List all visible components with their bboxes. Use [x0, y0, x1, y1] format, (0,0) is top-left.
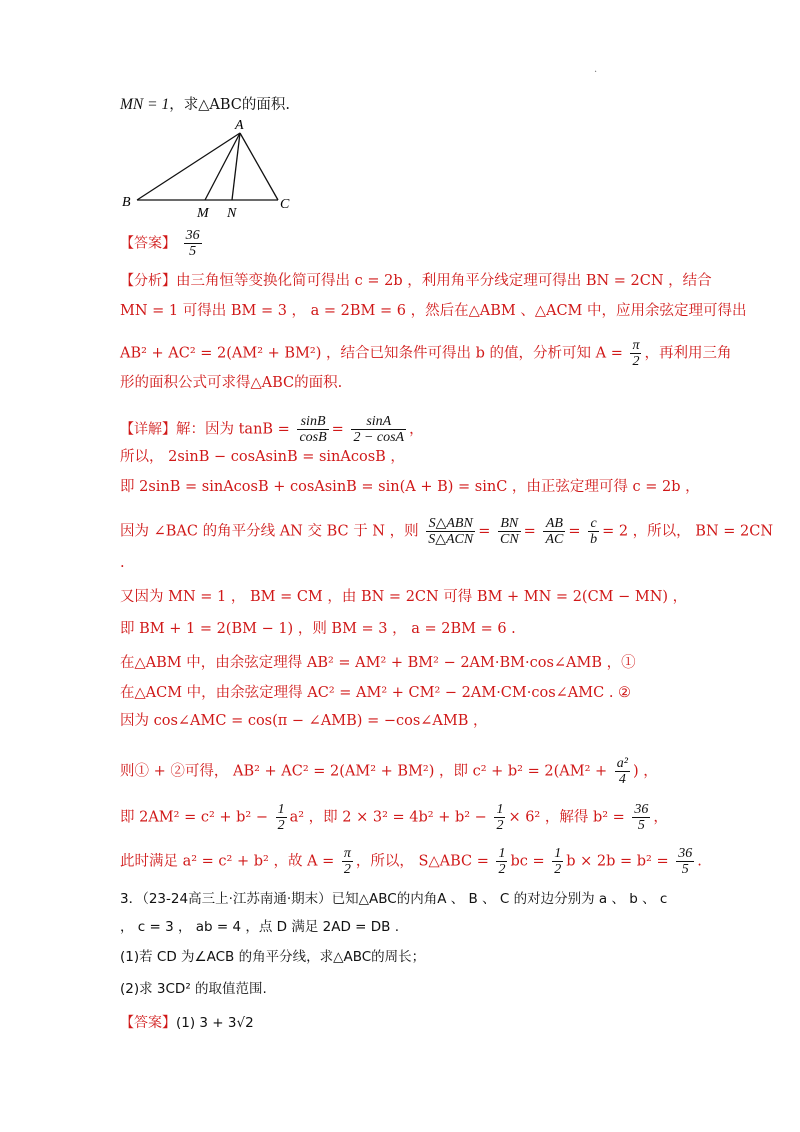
detail-text-4a: 因为 ∠BAC 的角平分线 AN 交 BC 于 N ，则	[120, 523, 419, 540]
answer-num: 36	[185, 228, 200, 243]
detail-text-11d: ，	[653, 809, 668, 826]
analysis-line-2: MN = 1 可得出 BM = 3 ， a = 2BM = 6 ，然后在△ABM 、△ACM 中，应用余弦定理可得出	[120, 303, 747, 319]
frac-den: 2	[496, 818, 504, 833]
answer-line	[120, 228, 205, 259]
problem3-answer-value: (1) 3 + 3√2	[176, 1015, 254, 1031]
answer-tag: 【答案】	[120, 235, 176, 252]
detail-line-11	[120, 802, 668, 833]
frac-den: 4	[618, 772, 626, 787]
fraction-half-4	[552, 846, 563, 877]
triangle-figure	[110, 118, 310, 228]
frac-num: AB	[543, 516, 565, 532]
fraction-c-b	[588, 516, 599, 547]
detail-text-4b: = 2 ，所以， BN = 2CN	[602, 523, 774, 540]
fraction-sinB-cosB	[297, 414, 328, 445]
frac-den: 2	[498, 862, 506, 877]
detail-line-10	[120, 756, 658, 787]
frac-num: a²	[616, 756, 628, 771]
problem3-question-2: (2)求 3CD² 的取值范围.	[120, 981, 267, 997]
label-C: C	[280, 197, 290, 212]
frac-den: 5	[681, 862, 689, 877]
fraction-36-5	[632, 802, 650, 833]
detail-text-11b: a² ，即 2 × 3² = 4b² + b² −	[289, 809, 487, 826]
fraction-areas	[426, 516, 475, 547]
detail-text-11c: × 6² ，解得 b² =	[508, 809, 625, 826]
detail-line-9: 因为 cos∠AMC = cos(π − ∠AMB) = −cos∠AMB ，	[120, 713, 488, 729]
label-N: N	[227, 206, 237, 221]
detail-line-8: 在△ACM 中，由余弦定理得 AC² = AM² + CM² − 2AM·CM·cos∠AMC . ②	[120, 685, 632, 701]
analysis-line-1	[120, 270, 712, 292]
frac-num: BN	[498, 516, 521, 532]
analysis-text-1: 由三角恒等变换化简可得出 c = 2b ，利用角平分线定理可得出 BN = 2CN ，结合	[176, 273, 712, 289]
intro-line	[120, 94, 290, 116]
equals-sign: =	[331, 421, 344, 438]
frac-den: 2	[343, 862, 351, 877]
frac-den: 2 − cosA	[353, 430, 405, 445]
frac-num: sinB	[297, 414, 328, 430]
analysis-line-4: 形的面积公式可求得△ABC的面积.	[120, 375, 343, 391]
detail-line-7: 在△ABM 中，由余弦定理得 AB² = AM² + BM² − 2AM·BM·cos∠AMB ，①	[120, 655, 636, 671]
fraction-half-3	[496, 846, 507, 877]
analysis-text-3a: AB² + AC² = 2(AM² + BM²) ，结合已知条件可得出 b 的值，分析可知 A =	[120, 345, 623, 362]
detail-line-3: 即 2sinB = sinAcosB + cosAsinB = sin(A + B) = sinC ，由正弦定理可得 c = 2b ，	[120, 479, 700, 495]
fraction-half-2	[494, 802, 505, 833]
detail-text-10a: 则① + ②可得， AB² + AC² = 2(AM² + BM²) ，即 c² + b² = 2(AM² +	[120, 763, 608, 780]
analysis-frac-den: 2	[632, 354, 640, 369]
fraction-36-5-final	[676, 846, 694, 877]
detail-line-6: 即 BM + 1 = 2(BM − 1) ，则 BM = 3 ， a = 2BM = 6 .	[120, 621, 516, 637]
answer-den: 5	[189, 244, 197, 259]
fraction-BN-CN	[498, 516, 521, 547]
problem3-answer-line	[120, 1012, 254, 1034]
intro-math: MN = 1	[120, 96, 170, 113]
detail-line-1	[120, 414, 424, 445]
detail-text-10b: ) ，	[632, 763, 658, 780]
frac-den: 5	[637, 818, 645, 833]
intro-text: ，求△ABC的面积.	[169, 97, 290, 113]
label-A: A	[235, 118, 244, 133]
analysis-line-3	[120, 338, 731, 369]
fraction-AB-AC	[543, 516, 565, 547]
detail-tag: 【详解】	[120, 421, 176, 438]
detail-text-1b: ，	[409, 421, 424, 438]
frac-num: 1	[554, 846, 562, 861]
analysis-frac-num: π	[632, 338, 640, 353]
frac-num: 1	[498, 846, 506, 861]
frac-num: sinA	[351, 414, 406, 430]
problem3-answer-tag: 【答案】	[120, 1015, 176, 1031]
detail-line-4-end: .	[120, 555, 125, 571]
analysis-fraction	[630, 338, 641, 369]
frac-num: 1	[277, 802, 285, 817]
detail-text-12b: ，所以， S△ABC =	[355, 853, 489, 870]
frac-den: CN	[499, 532, 519, 547]
detail-text-12a: 此时满足 a² = c² + b² ，故 A =	[120, 853, 335, 870]
frac-num: c	[588, 516, 599, 532]
answer-fraction	[184, 228, 202, 259]
frac-num: S△ABN	[426, 516, 475, 532]
fraction-pi-2	[342, 846, 353, 877]
detail-line-2: 所以， 2sinB − cosAsinB = sinAcosB ，	[120, 449, 405, 465]
detail-line-12	[120, 846, 702, 877]
frac-den: cosB	[299, 430, 327, 445]
frac-num: 36	[678, 846, 693, 861]
fraction-sinA	[351, 414, 406, 445]
frac-num: 1	[496, 802, 504, 817]
problem3-question-1: (1)若 CD 为∠ACB 的角平分线，求△ABC的周长；	[120, 949, 426, 965]
problem3-line-1: 3．（23-24高三上·江苏南通·期末）已知△ABC的内角A 、 B 、 C 的对边分别为 a 、 b 、 c	[120, 891, 668, 907]
frac-den: 2	[277, 818, 285, 833]
label-M: M	[197, 206, 209, 221]
frac-den: 2	[554, 862, 562, 877]
detail-text-12c: bc =	[510, 853, 545, 870]
frac-den: AC	[545, 532, 564, 547]
label-B: B	[122, 195, 131, 210]
frac-den: b	[590, 532, 598, 547]
detail-text-1a: 解：因为 tanB =	[176, 421, 290, 438]
fraction-a2-4	[615, 756, 630, 787]
frac-den: S△ACN	[428, 532, 474, 547]
detail-text-12e: .	[697, 853, 702, 870]
analysis-tag: 【分析】	[120, 273, 176, 289]
corner-mark: .	[594, 64, 598, 75]
detail-text-11a: 即 2AM² = c² + b² −	[120, 809, 268, 826]
analysis-text-3b: ，再利用三角	[644, 345, 732, 362]
detail-line-4: 因为 ∠BAC 的角平分线 AN 交 BC 于 N ，则 $\frac{\text{S△ABN}}{\text{S△ACN}}$ = $\frac{BN}{CN}$ = $\frac{AB}{AC}$ = $\frac{c}{b}$ = 2 ，所以， BN = 2CN	[120, 516, 774, 547]
detail-line-5: 又因为 MN = 1 ， BM = CM ，由 BN = 2CN 可得 BM + MN = 2(CM − MN) ，	[120, 589, 688, 605]
detail-text-12d: b × 2b = b² =	[566, 853, 669, 870]
fraction-half-1	[276, 802, 287, 833]
problem3-line-2: ， c = 3 ， ab = 4 ，点 D 满足 2AD = DB .	[120, 919, 400, 935]
frac-num: π	[343, 846, 351, 861]
frac-num: 36	[634, 802, 649, 817]
